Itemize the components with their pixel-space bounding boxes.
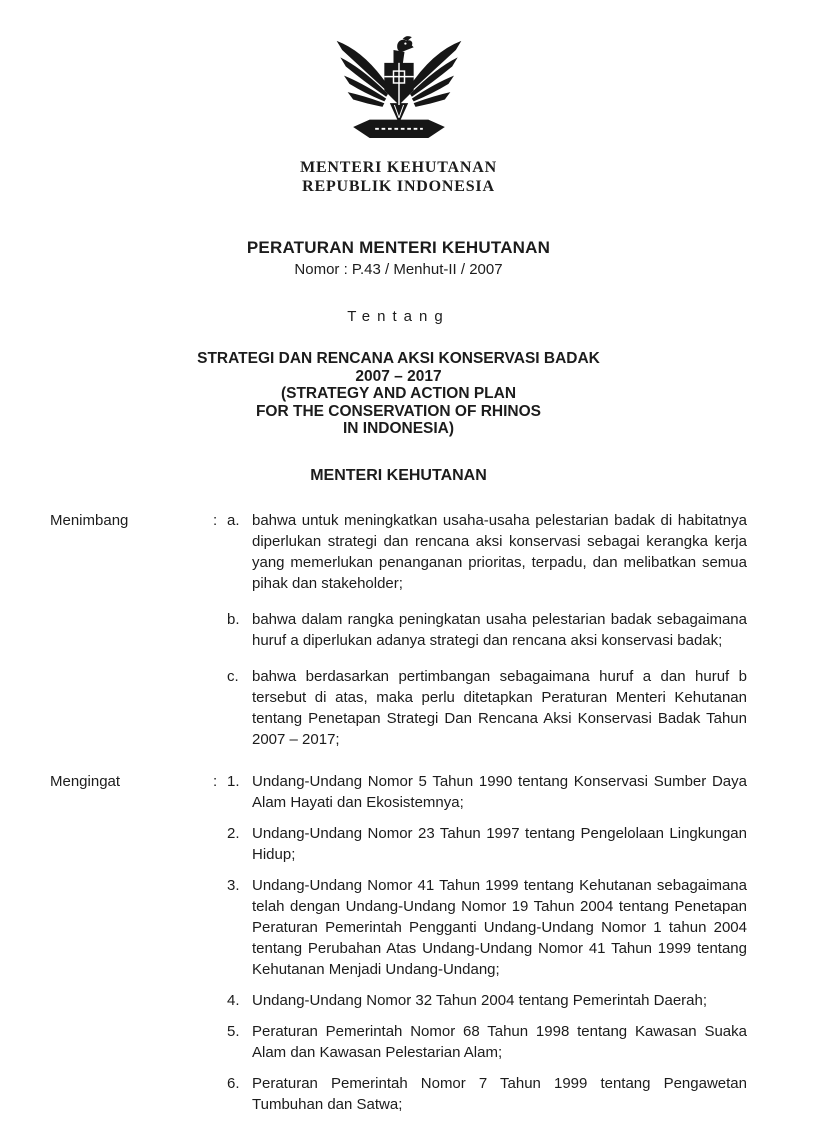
clause-row — [50, 609, 747, 651]
garuda-pancasila-emblem-icon — [333, 28, 465, 149]
section-colon-spacer — [213, 609, 227, 651]
republic-name: REPUBLIK INDONESIA — [302, 178, 495, 195]
section-colon: : — [213, 772, 218, 790]
tentang-label: Tentang — [347, 308, 450, 325]
clause-marker: 5. — [227, 1022, 240, 1040]
issuer-title: MENTERI KEHUTANAN — [310, 466, 487, 484]
subject-line: (STRATEGY AND ACTION PLAN — [280, 385, 517, 402]
clause-row — [50, 823, 747, 865]
clause-marker: 1. — [227, 772, 240, 790]
section-colon: : — [213, 511, 218, 529]
section-colon-spacer — [213, 823, 227, 865]
clause-marker: 2. — [227, 824, 240, 842]
clauses — [50, 510, 747, 1115]
section-label-spacer — [50, 990, 213, 1011]
section-label-spacer — [50, 609, 213, 651]
subject-title — [50, 350, 747, 438]
letterhead — [50, 158, 747, 196]
section-label: Menimbang — [50, 511, 129, 529]
clause-row — [50, 1021, 747, 1063]
clause-row — [50, 771, 747, 813]
clause-marker: c. — [227, 667, 239, 685]
clause-row — [50, 1073, 747, 1115]
clause-marker: a. — [227, 511, 240, 529]
subject-line: 2007 – 2017 — [355, 367, 442, 385]
section-label: Mengingat — [50, 772, 121, 790]
subject-line: STRATEGI DAN RENCANA AKSI KONSERVASI BADAK — [197, 350, 600, 367]
section-colon-spacer — [213, 875, 227, 980]
clause-text: bahwa berdasarkan pertimbangan sebagaimana huruf a dan huruf b tersebut di atas, maka perlu ditetapkan Peraturan Menteri Kehutanan tentang Penetapan Strategi Dan Rencana Aksi Konservasi Badak Tahun 2007 – 2017; — [252, 667, 747, 748]
section-label-spacer — [50, 823, 213, 865]
mengingat-section — [50, 771, 747, 1115]
regulation-title: PERATURAN MENTERI KEHUTANAN — [246, 238, 551, 257]
section-colon-spacer — [213, 1021, 227, 1063]
clause-text: Peraturan Pemerintah Nomor 68 Tahun 1998 tentang Kawasan Suaka Alam dan Kawasan Pelestarian Alam; — [252, 1022, 747, 1061]
clause-text: Undang-Undang Nomor 32 Tahun 2004 tentang Pemerintah Daerah; — [252, 991, 708, 1009]
clause-text: Undang-Undang Nomor 23 Tahun 1997 tentang Pengelolaan Lingkungan Hidup; — [252, 824, 747, 863]
clause-text: bahwa dalam rangka peningkatan usaha pelestarian badak sebagaimana huruf a diperlukan adanya strategi dan rencana aksi konservasi badak; — [252, 610, 747, 649]
clause-marker: 4. — [227, 991, 240, 1009]
section-colon-spacer — [213, 990, 227, 1011]
clause-row — [50, 510, 747, 594]
subject-line: FOR THE CONSERVATION OF RHINOS — [255, 402, 542, 420]
clause-row — [50, 875, 747, 980]
clause-row — [50, 666, 747, 750]
clause-marker: 6. — [227, 1074, 240, 1092]
section-colon-spacer — [213, 666, 227, 750]
section-label-spacer — [50, 1021, 213, 1063]
clause-marker: b. — [227, 610, 240, 628]
subject-line: IN INDONESIA) — [342, 420, 455, 437]
regulation-number: Nomor : P.43 / Menhut-II / 2007 — [294, 261, 503, 278]
clause-text: Undang-Undang Nomor 5 Tahun 1990 tentang Konservasi Sumber Daya Alam Hayati dan Ekosistemnya; — [252, 772, 747, 811]
section-colon-spacer — [213, 1073, 227, 1115]
clause-row — [50, 990, 747, 1011]
clause-marker: 3. — [227, 876, 240, 894]
section-label-spacer — [50, 875, 213, 980]
clause-text: Undang-Undang Nomor 41 Tahun 1999 tentang Kehutanan sebagaimana telah dengan Undang-Undang Nomor 19 Tahun 2004 tentang Penetapan Peraturan Pemerintah Pengganti Undang-Undang Nomor 1 tahun 2004 tentang Perubahan Atas Undang-Undang Nomor 41 Tahun 1999 tentang Kehutanan Menjadi Undang-Undang; — [252, 876, 747, 978]
emblem-container — [50, 28, 747, 149]
ministry-name: MENTERI KEHUTANAN — [300, 159, 497, 176]
section-label-spacer — [50, 1073, 213, 1115]
section-label-spacer — [50, 666, 213, 750]
menimbang-section — [50, 510, 747, 750]
clause-text: bahwa untuk meningkatkan usaha-usaha pelestarian badak di habitatnya diperlukan strategi dan rencana aksi konservasi sebagai kerangka kerja yang memerlukan penanganan prioritas, terpadu, dan melibatkan semua pihak dan stakeholder; — [252, 511, 747, 592]
clause-text: Peraturan Pemerintah Nomor 7 Tahun 1999 tentang Pengawetan Tumbuhan dan Satwa; — [252, 1074, 747, 1113]
